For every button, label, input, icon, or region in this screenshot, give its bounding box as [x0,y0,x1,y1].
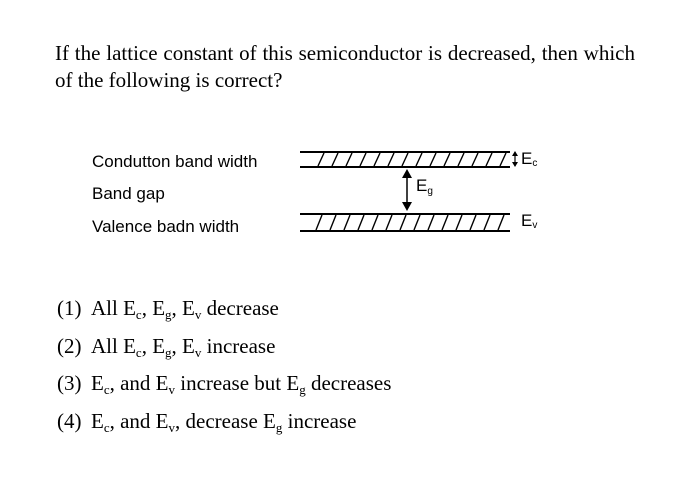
option-1: (1) All $E_c$, $E_g$, $E_v$ decrease [57,296,279,322]
valence-band [300,214,510,231]
conduction-band [300,152,510,167]
hatch-line [458,153,464,166]
hatch-line [388,153,394,166]
options-list [57,293,391,443]
conduction-band-label: Condutton band width [92,152,258,171]
hatch-line [332,153,338,166]
hatch-line [484,215,490,230]
hatch-line [470,215,476,230]
question-text: If the lattice constant of this semiconductor is decreased, then which of the following is correct? [55,41,635,92]
option-3: (3) $E_c$, and $E_v$ increase but $E_g$ decreases [57,371,392,397]
ec-label: Ec [521,149,538,169]
hatch-line [428,215,434,230]
hatch-line [358,215,364,230]
hatch-line [498,215,504,230]
hatch-line [414,215,420,230]
valence-band-label: Valence badn width [92,217,240,236]
band-gap-label: Band gap [92,184,165,203]
hatch-line [442,215,448,230]
option-2: (2) All $E_c$, $E_g$, $E_v$ increase [57,333,276,360]
hatch-line [456,215,462,230]
hatch-line [430,153,436,166]
hatch-line [386,215,392,230]
hatch-line [346,153,352,166]
hatch-line [472,153,478,166]
band-gap-arrow [402,169,412,211]
hatch-line [318,153,324,166]
hatch-line [500,153,506,166]
hatch-line [402,153,408,166]
hatch-line [486,153,492,166]
hatch-line [374,153,380,166]
option-4: (4) $E_c$, and $E_v$, decrease $E_g$ increase [57,408,357,435]
hatch-line [360,153,366,166]
ev-label: Ev [521,211,538,231]
hatch-line [416,153,422,166]
hatch-line [400,215,406,230]
conduction-width-arrow [512,151,518,167]
hatch-line [444,153,450,166]
hatch-line [344,215,350,230]
eg-label: Eg [416,176,433,197]
hatch-line [330,215,336,230]
hatch-line [372,215,378,230]
hatch-line [316,215,322,230]
